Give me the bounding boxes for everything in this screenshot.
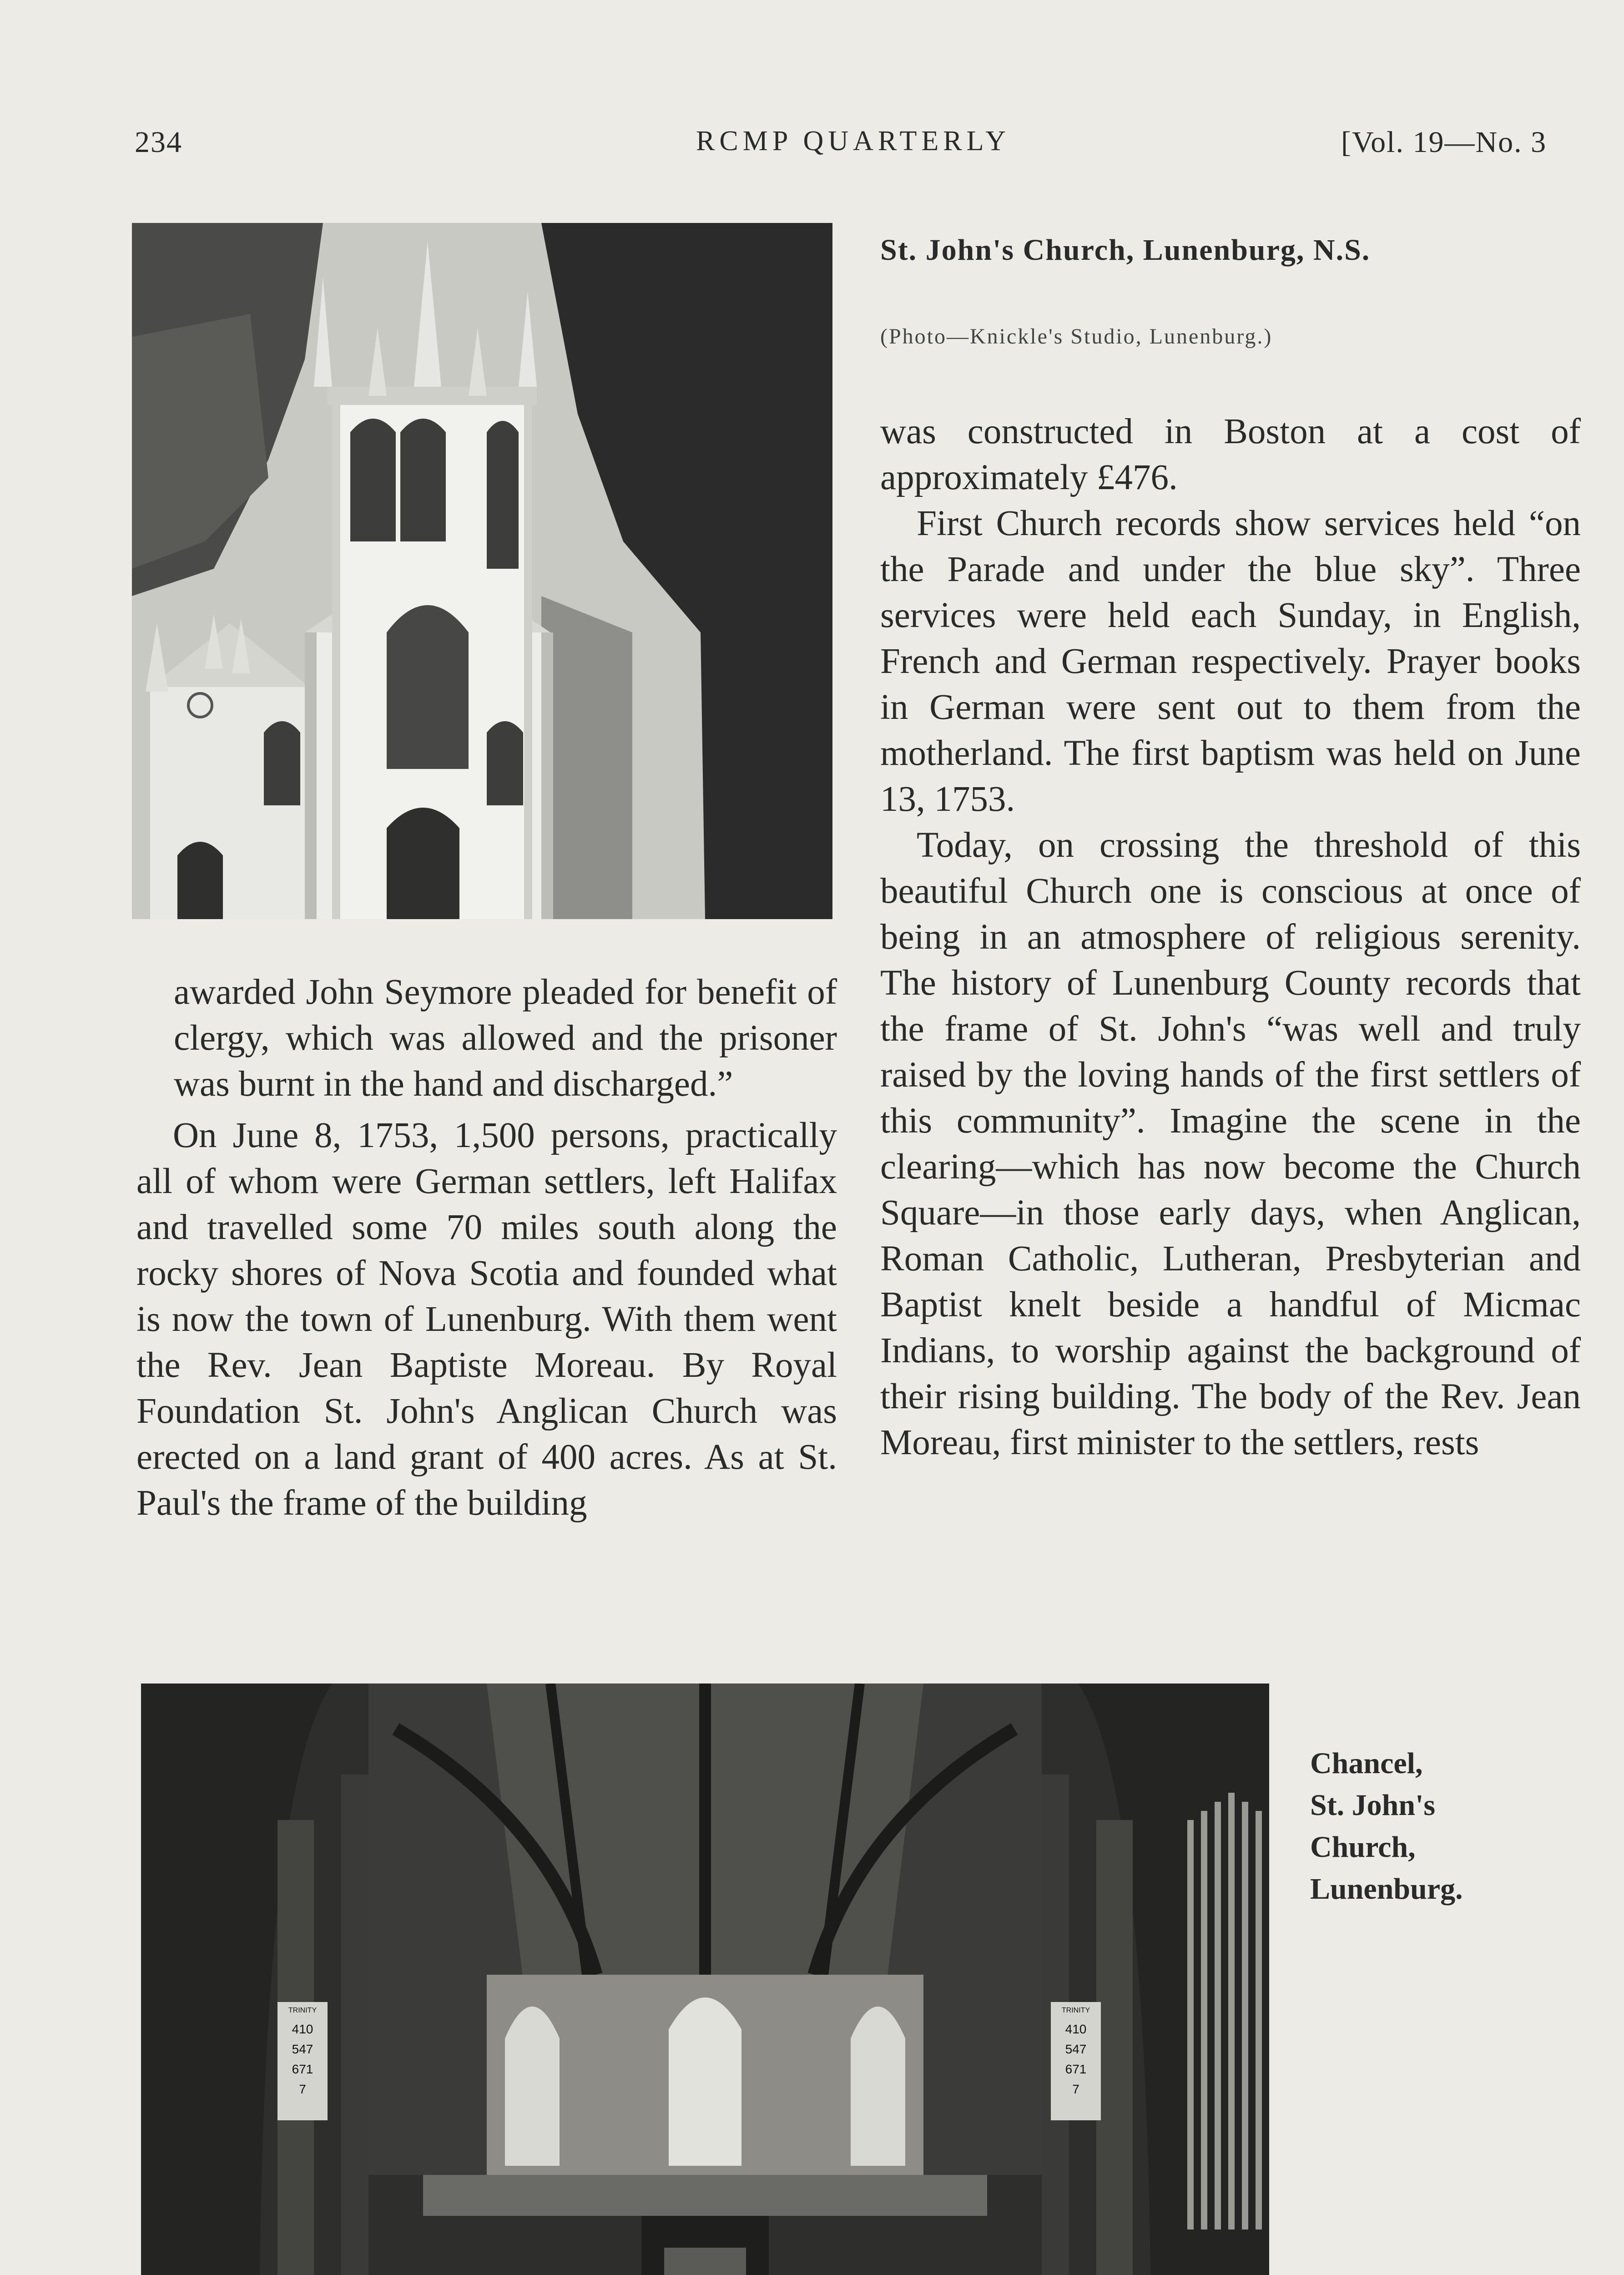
chancel-interior-photo: [141, 1684, 1269, 2275]
hymn-number: 671: [292, 2062, 313, 2076]
journal-title: RCMP QUARTERLY: [696, 126, 1011, 157]
hymn-number: 7: [1072, 2082, 1079, 2096]
page-number: 234: [135, 126, 182, 159]
photo2-caption: [1310, 1743, 1565, 1910]
right-paragraph-2: First Church records show services held “on the Parade and under the blue sky”. Three services were held each Sunday, in English, French and German respectively. Prayer books in German were sent out to them from the motherland. The first baptism was held on June 13, 1753.: [880, 504, 1581, 819]
hymn-board-left: [277, 2002, 328, 2120]
right-paragraph-3: Today, on crossing the threshold of this beautiful Church one is conscious at once of being in an atmosphere of religious serenity. The history of Lunenburg County records that the frame of St. John's “was well and truly raised by the loving hands of the first settlers of this community”. Imagine the scene in the clearing—which has now become the Church Square—in those early days, when Anglican, Roman Catholic, Lutheran, Presbyterian and Baptist knelt beside a handful of Micmac Indians, to worship against the background of their rising building. The body of the Rev. Jean Moreau, first minister to the settlers, rests: [880, 825, 1581, 1462]
hymn-number: 410: [1065, 2022, 1087, 2036]
photo2-caption-line: Chancel,: [1310, 1747, 1423, 1780]
hymn-number: 547: [292, 2042, 313, 2056]
volume-issue: [Vol. 19—No. 3: [1341, 126, 1547, 159]
hymn-board-title: TRINITY: [1061, 2007, 1090, 2014]
left-paragraph-1: awarded John Seymore pleaded for benefit of clergy, which was allowed and the prisoner was burnt in the hand and discharged.”: [174, 972, 837, 1104]
hymn-number: 547: [1065, 2042, 1087, 2056]
left-column-text: [136, 969, 837, 1526]
hymn-board-right: [1051, 2002, 1101, 2120]
photo1-caption-title: St. John's Church, Lunenburg, N.S.: [880, 233, 1371, 267]
photo1-caption-credit: (Photo—Knickle's Studio, Lunenburg.): [880, 324, 1273, 349]
right-column-text: [880, 409, 1581, 1466]
hymn-number: 671: [1065, 2062, 1087, 2076]
right-paragraph-1: was constructed in Boston at a cost of approximately £476.: [880, 412, 1581, 497]
photo2-caption-line: St. John's: [1310, 1789, 1436, 1822]
photo2-caption-line: Lunenburg.: [1310, 1872, 1463, 1906]
hymn-number: 410: [292, 2022, 313, 2036]
hymn-board-title: TRINITY: [288, 2007, 317, 2014]
hymn-number: 7: [299, 2082, 306, 2096]
left-paragraph-2: On June 8, 1753, 1,500 persons, practically all of whom were German settlers, left Halifax and travelled some 70 miles south along the rocky shores of Nova Scotia and founded what is now the town of Lunenburg. With them went the Rev. Jean Baptiste Moreau. By Royal Foundation St. John's Anglican Church was erected on a land grant of 400 acres. As at St. Paul's the frame of the building: [136, 1116, 837, 1523]
church-exterior-photo: [132, 223, 832, 919]
photo2-caption-line: Church,: [1310, 1830, 1416, 1864]
